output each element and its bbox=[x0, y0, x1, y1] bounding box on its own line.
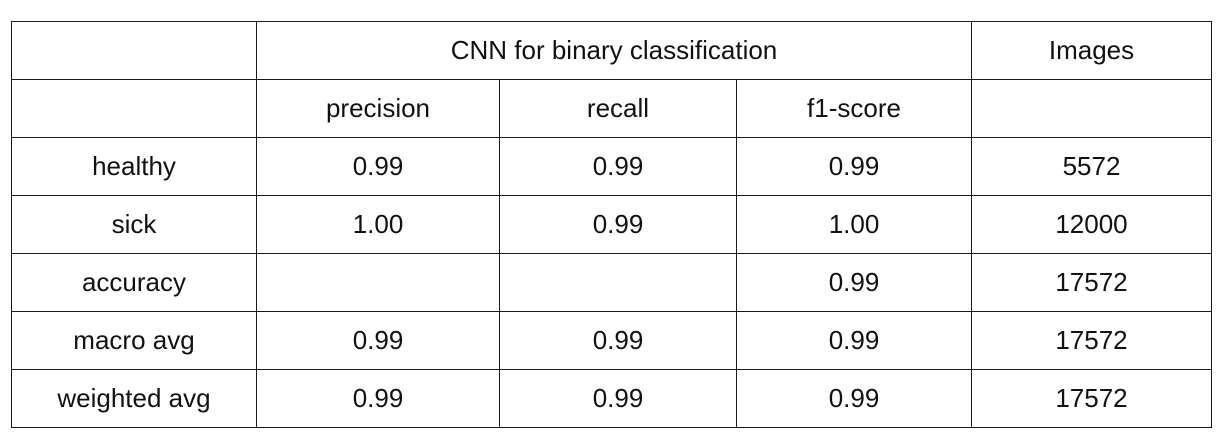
precision-cell: 1.00 bbox=[257, 196, 500, 254]
model-group-header: CNN for binary classification bbox=[257, 22, 972, 80]
f1-score-cell: 0.99 bbox=[737, 254, 972, 312]
f1-score-cell: 1.00 bbox=[737, 196, 972, 254]
recall-cell bbox=[500, 254, 737, 312]
table-row-macro-avg bbox=[12, 312, 1212, 370]
f1-score-cell: 0.99 bbox=[737, 370, 972, 428]
images-header: Images bbox=[972, 22, 1212, 80]
recall-header: recall bbox=[500, 80, 737, 138]
subheader-corner-cell bbox=[12, 80, 257, 138]
table-row-healthy bbox=[12, 138, 1212, 196]
images-cell: 12000 bbox=[972, 196, 1212, 254]
images-cell: 17572 bbox=[972, 370, 1212, 428]
corner-cell bbox=[12, 22, 257, 80]
images-subheader-cell bbox=[972, 80, 1212, 138]
recall-cell: 0.99 bbox=[500, 138, 737, 196]
header-row bbox=[12, 22, 1212, 80]
recall-cell: 0.99 bbox=[500, 370, 737, 428]
precision-cell: 0.99 bbox=[257, 370, 500, 428]
row-label: weighted avg bbox=[12, 370, 257, 428]
precision-header: precision bbox=[257, 80, 500, 138]
precision-cell: 0.99 bbox=[257, 312, 500, 370]
precision-cell: 0.99 bbox=[257, 138, 500, 196]
f1-score-header: f1-score bbox=[737, 80, 972, 138]
f1-score-cell: 0.99 bbox=[737, 138, 972, 196]
recall-cell: 0.99 bbox=[500, 312, 737, 370]
recall-cell: 0.99 bbox=[500, 196, 737, 254]
images-cell: 17572 bbox=[972, 254, 1212, 312]
table-row-accuracy bbox=[12, 254, 1212, 312]
f1-score-cell: 0.99 bbox=[737, 312, 972, 370]
classification-metrics-table bbox=[11, 21, 1212, 428]
row-label: macro avg bbox=[12, 312, 257, 370]
images-cell: 5572 bbox=[972, 138, 1212, 196]
row-label: healthy bbox=[12, 138, 257, 196]
table-row-sick bbox=[12, 196, 1212, 254]
table-row-weighted-avg bbox=[12, 370, 1212, 428]
precision-cell bbox=[257, 254, 500, 312]
subheader-row bbox=[12, 80, 1212, 138]
row-label: accuracy bbox=[12, 254, 257, 312]
images-cell: 17572 bbox=[972, 312, 1212, 370]
row-label: sick bbox=[12, 196, 257, 254]
